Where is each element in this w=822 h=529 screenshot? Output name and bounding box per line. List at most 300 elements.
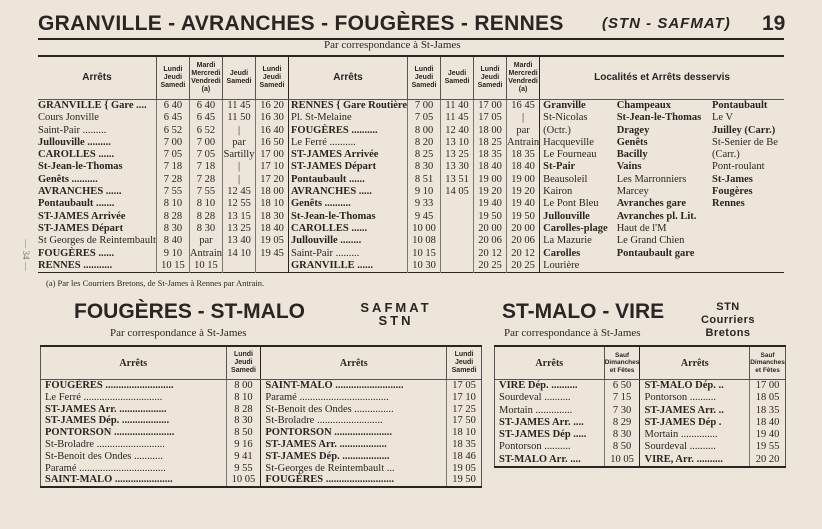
stop-name: PONTORSON ...................... [261, 427, 447, 439]
departure-time: 20 00 [507, 223, 540, 235]
departure-time: 19 20 [474, 186, 507, 198]
departure-time: 19 40 [750, 429, 786, 441]
page-subtitle: Par correspondance à St-James [324, 39, 461, 51]
table-row [38, 223, 784, 235]
departure-time: | [507, 112, 540, 124]
table-row [38, 211, 784, 223]
served-locality: La Mazurie [540, 235, 614, 247]
departure-time: 17 05 [447, 380, 482, 392]
col-header: Lundi Jeudi Samedi [474, 56, 507, 100]
departure-time: 17 00 [256, 149, 289, 161]
departure-time: 11 50 [223, 112, 256, 124]
served-locality: Les Marronniers [616, 173, 687, 185]
stop-name: ST-JAMES Arrivée [289, 149, 408, 161]
table-row [38, 137, 784, 149]
departure-time: 19 00 [507, 174, 540, 186]
departure-time: 20 12 [507, 248, 540, 260]
stop-name: AVRANCHES ..... [289, 186, 408, 198]
departure-time: Antrain [507, 136, 540, 148]
departure-time: 6 52 [189, 125, 222, 137]
page-number: 19 [762, 12, 786, 35]
served-locality: Rennes [712, 198, 745, 210]
table-row [41, 415, 482, 427]
stop-name: GRANVILLE ...... [289, 260, 408, 273]
departure-time: 7 00 [408, 100, 441, 113]
departure-time: 9 10 [408, 186, 441, 198]
departure-time: 10 15 [156, 260, 189, 273]
departure-time: 8 00 [226, 380, 261, 392]
departure-time: 6 40 [189, 100, 222, 113]
departure-time: 7 28 [189, 174, 222, 186]
table-row [38, 198, 784, 210]
departure-time [441, 223, 474, 235]
departure-time: 8 00 [408, 125, 441, 137]
departure-time: par [189, 235, 222, 247]
departure-time [256, 260, 289, 273]
departure-time: Sartilly [223, 149, 255, 161]
stop-name: ST-MALO Arr. .... [499, 453, 581, 465]
stop-name: CAROLLES ...... [289, 223, 408, 235]
stop-name: ST-JAMES Dép. .................. [261, 451, 447, 463]
departure-time: 18 35 [474, 149, 507, 161]
served-locality: Genêts [616, 136, 648, 148]
departure-time [441, 260, 474, 273]
stop-name: CAROLLES ...... [38, 149, 115, 161]
served-locality: Kairon [540, 186, 614, 198]
stop-name: Jullouville ......... [38, 136, 111, 148]
stop-name: Cours Jonville [38, 112, 99, 124]
table-row [41, 451, 482, 463]
departure-time: 20 20 [750, 454, 786, 467]
departure-time: 11 40 [441, 100, 474, 113]
table-row [38, 174, 784, 186]
stop-name: ST-JAMES Arr. .................. [261, 439, 447, 451]
col-header: Lundi Jeudi Samedi [156, 56, 189, 100]
departure-time: 18 05 [750, 392, 786, 404]
departure-time: 8 10 [226, 392, 261, 404]
stop-name: Sourdeval .......... [499, 392, 571, 404]
departure-time: | [223, 161, 256, 173]
departure-time: 13 10 [441, 137, 474, 149]
stop-name: Pl. St-Melaine [289, 112, 408, 124]
col-days: Lundi Jeudi Samedi [226, 346, 261, 380]
stop-name: St-Broladre .......................... [45, 438, 165, 450]
departure-time: 19 00 [474, 174, 507, 186]
stop-name: Saint-Pair ......... [38, 124, 107, 136]
departure-time: 16 30 [256, 112, 289, 124]
departure-time: 6 45 [156, 112, 189, 124]
departure-time: 17 50 [447, 415, 482, 427]
table-row [495, 454, 786, 467]
table-row [495, 392, 786, 404]
departure-time: 7 05 [189, 149, 222, 161]
table-row [41, 474, 482, 487]
stop-name: St-Jean-le-Thomas [38, 161, 123, 173]
stop-name: ST-JAMES Départ [38, 222, 124, 234]
stop-name: ST-MALO Dép. .. [640, 380, 750, 393]
granville-rennes-table [38, 55, 784, 273]
departure-time [441, 235, 474, 247]
served-locality [614, 260, 709, 273]
departure-time: 8 40 [156, 235, 189, 247]
departure-time: Antrain [189, 247, 222, 259]
departure-time: 18 30 [256, 211, 289, 223]
departure-time: | [223, 174, 256, 186]
table-row [495, 441, 786, 453]
served-locality: Champeaux [616, 100, 671, 111]
stop-name: St-Jean-le-Thomas [289, 211, 408, 223]
served-locality: Beausoleil [540, 174, 614, 186]
departure-time: | [223, 125, 256, 137]
departure-time: par [507, 125, 540, 137]
departure-time: 7 00 [189, 137, 222, 149]
departure-time: 13 30 [441, 161, 474, 173]
company-top: SAFMAT [360, 300, 432, 315]
stop-name: Paramé .................................. [261, 392, 447, 404]
col-localites: Localités et Arrêts desservis [540, 56, 784, 100]
table-row [41, 380, 482, 392]
table-row [38, 248, 784, 260]
served-locality: Carolles [540, 248, 614, 260]
stop-name: Le Ferré .............................. [45, 391, 163, 403]
served-locality: St-Nicolas [540, 112, 614, 124]
footnote: (a) Par les Courriers Bretons, de St-James à Rennes par Antrain. [46, 278, 265, 288]
served-locality: St-Jean-le-Thomas [616, 112, 702, 124]
departure-time: 17 10 [447, 392, 482, 404]
departure-time: 8 50 [604, 441, 640, 453]
departure-time: 7 28 [156, 174, 189, 186]
departure-time: 7 18 [189, 161, 222, 173]
col-header: Lundi Jeudi Samedi [256, 56, 289, 100]
served-locality: Carolles-plage [540, 223, 614, 235]
stop-name: SAINT-MALO .......................... [261, 380, 447, 392]
served-locality: St-Senier de Be [712, 136, 778, 148]
stop-name: Genêts .......... [38, 173, 98, 185]
departure-time: 8 30 [226, 415, 261, 427]
table-row [38, 260, 784, 273]
table-row [41, 463, 482, 475]
departure-time: 18 35 [507, 149, 540, 161]
departure-time: 10 15 [189, 260, 222, 273]
departure-time: 18 10 [256, 198, 289, 210]
table-row [38, 235, 784, 247]
stop-name: FOUGÈRES .......................... [261, 474, 447, 487]
stop-name: St-Benoit des Ondes ........... [45, 450, 163, 462]
departure-time: 8 28 [156, 211, 189, 223]
departure-time: 18 40 [474, 161, 507, 173]
served-locality: (Carr.) [712, 149, 740, 161]
stop-name: VIRE, Arr. .......... [640, 454, 750, 467]
served-locality: St-James [712, 173, 753, 185]
departure-time: 14 05 [441, 186, 474, 198]
departure-time: 18 00 [256, 186, 289, 198]
table-row [38, 161, 784, 173]
departure-time: 9 16 [226, 439, 261, 451]
departure-time: 17 20 [256, 174, 289, 186]
stop-name: Mortain .............. [640, 429, 750, 441]
stop-name: FOUGÈRES ...... [38, 247, 115, 259]
departure-time: 8 28 [189, 211, 222, 223]
col-arrets: Arrêts [261, 346, 447, 380]
departure-time: 20 25 [507, 260, 540, 273]
stop-name: ST-JAMES Dép. .................. [45, 415, 170, 427]
departure-time: 17 00 [474, 100, 507, 113]
departure-time: 13 51 [441, 174, 474, 186]
col-days: Sauf Dimanches et Fêtes [604, 346, 640, 380]
departure-time: 16 20 [256, 100, 289, 113]
departure-time: 10 05 [604, 454, 640, 467]
stop-name: FOUGÈRES .......... [289, 125, 408, 137]
served-locality: Pont-roulant [712, 161, 765, 173]
departure-time: 8 30 [189, 223, 222, 235]
served-locality: St-Pair [540, 161, 614, 173]
col-arrets: Arrêts [41, 346, 227, 380]
col-arrets-left: Arrêts [38, 56, 156, 100]
departure-time: 19 50 [507, 211, 540, 223]
departure-time: 12 45 [223, 186, 256, 198]
served-locality [709, 235, 784, 247]
section2-company [344, 301, 448, 327]
stop-name: PONTORSON ....................... [45, 427, 175, 439]
stop-name: Paramé ................................. [45, 462, 166, 474]
col-header: Jeudi Samedi [223, 56, 256, 100]
stop-name: St-Broladre ......................... [261, 415, 447, 427]
stmalo-vire-table [494, 345, 786, 468]
stop-name: Jullouville ........ [289, 235, 408, 247]
departure-time: 18 00 [474, 125, 507, 137]
served-locality: Dragey [616, 124, 650, 136]
departure-time [441, 248, 474, 260]
col-arrets-right: Arrêts [289, 56, 408, 100]
stop-name: St-Georges de Reintembault ... [261, 463, 447, 475]
departure-time: 20 25 [474, 260, 507, 273]
departure-time: 11 45 [441, 112, 474, 124]
stop-name: Genêts .......... [289, 198, 408, 210]
departure-time: 20 06 [474, 235, 507, 247]
served-locality: Pontaubault [712, 100, 768, 111]
departure-time: 8 30 [604, 429, 640, 441]
col-header: Mardi Mercredi Vendredi (a) [189, 56, 222, 100]
departure-time: 10 00 [408, 223, 441, 235]
departure-time: 18 25 [474, 137, 507, 149]
departure-time: 17 05 [474, 112, 507, 124]
departure-time: 18 46 [447, 451, 482, 463]
table-row [38, 125, 784, 137]
departure-time: 16 40 [256, 125, 289, 137]
col-arrets: Arrêts [495, 346, 605, 380]
departure-time: 16 45 [507, 100, 540, 113]
departure-time [441, 211, 474, 223]
departure-time: 19 05 [256, 235, 289, 247]
section3-title: ST-MALO - VIRE [502, 300, 665, 323]
page-title: GRANVILLE - AVRANCHES - FOUGÈRES - RENNES [38, 12, 564, 35]
stop-name: Sourdeval .......... [640, 441, 750, 453]
served-locality: Jullouville [540, 211, 614, 223]
stop-name: ST-JAMES Arr. .. [640, 405, 750, 417]
departure-time: 18 40 [256, 223, 289, 235]
departure-time: 8 29 [604, 417, 640, 429]
stop-name: ST-JAMES Arr. .... [499, 416, 584, 428]
served-locality: Granville [540, 100, 614, 113]
stop-name: Le Ferré .......... [289, 137, 408, 149]
stop-name: ST-JAMES Dép . [640, 417, 750, 429]
departure-time: 6 40 [156, 100, 189, 113]
table-row [495, 380, 786, 393]
departure-time: 18 35 [750, 405, 786, 417]
departure-time: 18 40 [507, 161, 540, 173]
served-locality [709, 248, 784, 260]
departure-time: 19 50 [447, 474, 482, 487]
departure-time: 7 05 [408, 112, 441, 124]
departure-time: 19 05 [447, 463, 482, 475]
departure-time: 10 30 [408, 260, 441, 273]
departure-time: 8 30 [156, 223, 189, 235]
served-locality [709, 260, 784, 273]
served-locality: Juilley (Carr.) [712, 124, 776, 136]
departure-time: par [223, 137, 256, 149]
served-locality: Pontaubault gare [616, 247, 695, 259]
col-header: Mardi Mercredi Vendredi (a) [507, 56, 540, 100]
departure-time: 13 40 [223, 235, 256, 247]
departure-time: 8 51 [408, 174, 441, 186]
departure-time: 7 05 [156, 149, 189, 161]
departure-time: 12 40 [441, 125, 474, 137]
table-row [41, 439, 482, 451]
served-locality [709, 223, 784, 235]
table-row [495, 429, 786, 441]
served-locality: Lourière [540, 260, 614, 273]
departure-time: 19 45 [256, 248, 289, 260]
departure-time: 18 35 [447, 439, 482, 451]
stop-name: Pontaubault ...... [289, 174, 408, 186]
stop-name: RENNES { Gare Routière [289, 100, 408, 113]
departure-time: 7 55 [156, 186, 189, 198]
stop-name: ST-JAMES Départ [289, 161, 408, 173]
departure-time: 11 45 [223, 100, 256, 113]
table-row [38, 149, 784, 161]
col-header: Jeudi Samedi [441, 56, 474, 100]
col-days: Sauf Dimanches et Fêtes [750, 346, 786, 380]
table-row [38, 100, 784, 113]
col-days: Lundi Jeudi Samedi [447, 346, 482, 380]
served-locality: Bacilly [616, 149, 648, 161]
departure-time: 9 10 [156, 248, 189, 260]
departure-time: 12 55 [223, 198, 256, 210]
departure-time: 19 40 [474, 198, 507, 210]
served-locality: Avranches gare [616, 198, 686, 210]
departure-time: 9 55 [226, 463, 261, 475]
section2-title: FOUGÈRES - ST-MALO [74, 300, 305, 323]
served-locality: Hacqueville [540, 137, 614, 149]
departure-time: 8 10 [189, 198, 222, 210]
stop-name: FOUGÈRES .......................... [45, 380, 174, 391]
departure-time: 20 00 [474, 223, 507, 235]
departure-time: 7 00 [156, 137, 189, 149]
departure-time: 13 25 [441, 149, 474, 161]
departure-time: 9 33 [408, 198, 441, 210]
company-bottom: Courriers Bretons [700, 314, 756, 339]
departure-time: 19 40 [507, 198, 540, 210]
stop-name: St-Benoit des Ondes ............... [261, 404, 447, 416]
departure-time: 6 45 [189, 112, 222, 124]
stop-name: GRANVILLE { Gare .... [38, 100, 147, 111]
served-locality: Le Pont Bleu [540, 198, 614, 210]
served-locality: Le Fourneau [540, 149, 614, 161]
col-header: Lundi Jeudi Samedi [408, 56, 441, 100]
stop-name: Mortain .............. [499, 404, 573, 416]
departure-time: 10 08 [408, 235, 441, 247]
stop-name: Pontaubault ....... [38, 198, 115, 210]
stop-name: SAINT-MALO ...................... [45, 474, 173, 486]
departure-time: 8 28 [226, 404, 261, 416]
company-bottom: STN [378, 313, 414, 328]
departure-time: 16 50 [256, 137, 289, 149]
departure-time: 14 10 [223, 248, 256, 260]
departure-time: 19 20 [507, 186, 540, 198]
stop-name: ST-JAMES Arr. .................. [45, 403, 167, 415]
company-top: STN [716, 301, 740, 313]
table-row [41, 427, 482, 439]
served-locality: Avranches pl. Lit. [616, 210, 697, 222]
departure-time: 7 18 [156, 161, 189, 173]
served-locality: Haut de l'M [616, 222, 667, 234]
departure-time: 19 55 [750, 441, 786, 453]
departure-time: 6 52 [156, 125, 189, 137]
departure-time: 10 05 [226, 474, 261, 487]
served-locality: (Octr.) [540, 125, 614, 137]
table-row [41, 392, 482, 404]
side-page-mark: — 34 — [20, 239, 31, 271]
departure-time: 10 15 [408, 248, 441, 260]
col-arrets: Arrêts [640, 346, 750, 380]
departure-time: 9 41 [226, 451, 261, 463]
stop-name: St Georges de Reintembault [38, 235, 156, 247]
served-locality: Le Grand Chien [616, 235, 685, 247]
served-locality: Vains [616, 161, 642, 173]
stop-name: ST-JAMES Dép ..... [499, 429, 587, 441]
departure-time: 7 15 [604, 392, 640, 404]
departure-time: 20 06 [507, 235, 540, 247]
departure-time: 9 45 [408, 211, 441, 223]
stop-name: Pontorson .......... [499, 441, 571, 453]
departure-time: 8 50 [226, 427, 261, 439]
served-locality [709, 211, 784, 223]
stop-name: RENNES ........... [38, 259, 113, 271]
departure-time: 8 30 [408, 161, 441, 173]
fougeres-stmalo-table [40, 345, 482, 488]
departure-time: 17 10 [256, 161, 289, 173]
departure-time: 8 25 [408, 149, 441, 161]
departure-time [441, 198, 474, 210]
company-label: (STN - SAFMAT) [602, 15, 731, 32]
departure-time: 13 25 [223, 223, 256, 235]
departure-time: 7 55 [189, 186, 222, 198]
departure-time: 7 30 [604, 405, 640, 417]
departure-time: 18 10 [447, 427, 482, 439]
table-row [38, 186, 784, 198]
section3-subtitle: Par correspondance à St-James [504, 327, 641, 339]
departure-time: 18 40 [750, 417, 786, 429]
section3-company [688, 301, 768, 340]
departure-time: 6 50 [604, 380, 640, 393]
departure-time: 8 20 [408, 137, 441, 149]
served-locality: Marcey [616, 186, 649, 198]
departure-time: 8 10 [156, 198, 189, 210]
table-row [41, 404, 482, 416]
section2-subtitle: Par correspondance à St-James [110, 327, 247, 339]
stop-name: AVRANCHES ...... [38, 186, 122, 198]
stop-name: Pontorson .......... [640, 392, 750, 404]
